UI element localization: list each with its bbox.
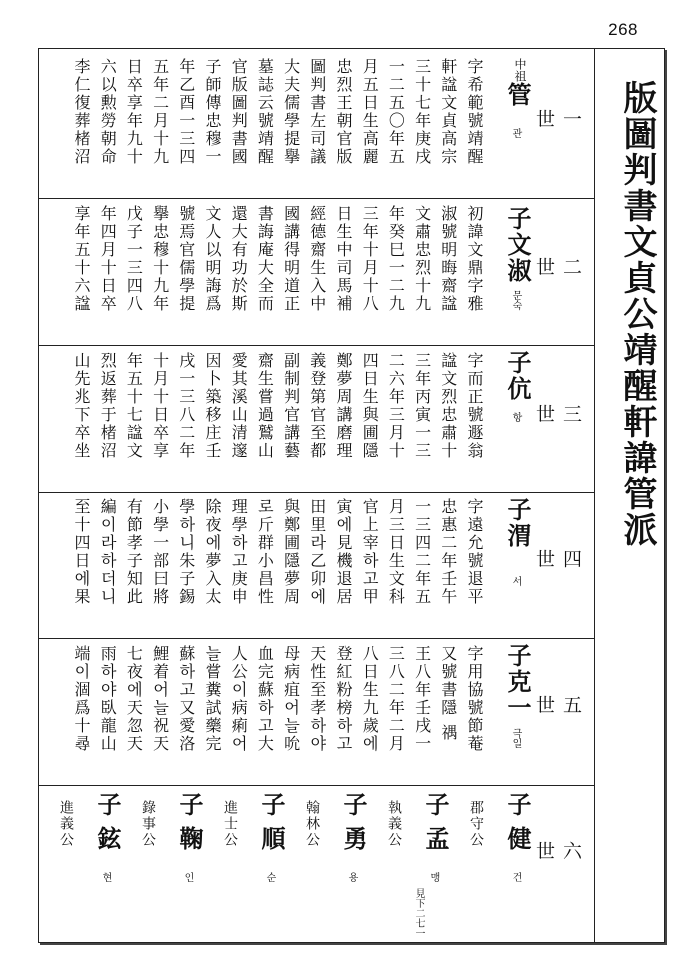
gen5-text-column: 王八年壬戌一 <box>412 645 432 753</box>
gen4-text-column: 學하니朱子錫 <box>176 498 196 606</box>
gen5-text-column: 七夜에天忽天 <box>124 645 144 753</box>
gen6-child-surname: 子 <box>257 792 286 818</box>
gen2-hangul: 문숙 <box>510 290 521 310</box>
gen6-child-title: 錄事公 <box>140 800 156 848</box>
gen3-text-column: 烈返葬于楮沼 <box>98 352 118 460</box>
gen6-child-title: 進士公 <box>222 800 238 848</box>
gen1-name: 管 <box>503 82 532 108</box>
gen1-text-column: 忠烈王朝官版 <box>334 58 353 166</box>
gen5-text-column: 端이涸爲十尋 <box>72 645 91 753</box>
gen5-text-column: 天性至孝하야 <box>307 645 327 753</box>
gen1-text-column: 圖判書左司議 <box>307 58 327 166</box>
gen5-hangul: 극일 <box>510 728 521 748</box>
gen1-text-column: 日卒享年九十 <box>124 58 144 166</box>
gen4-text-column: 一三四二年五 <box>412 498 432 606</box>
gen3-hangul: 항 <box>510 412 521 422</box>
gen3-text-column: 諡文烈忠肅十 <box>438 352 458 460</box>
gen3-text-column: 年五十七諡文 <box>124 352 144 460</box>
gen4-text-column: 除夜에夢入太 <box>203 498 222 606</box>
gen2-text-column: 擧忠穆十九年 <box>150 205 170 313</box>
row-divider <box>38 198 594 199</box>
gen6-child-name: 健 <box>503 826 532 852</box>
gen4-text-column: 로斤群小昌性 <box>255 498 275 606</box>
gen3-text-column: 四日生與圃隱 <box>360 352 380 460</box>
row-divider <box>38 638 594 639</box>
gen3-name: 子伉 <box>503 350 532 402</box>
gen1-text-column: 三十七年庚戌 <box>412 58 432 166</box>
gen6-child-surname: 子 <box>503 792 532 818</box>
gen4-text-column: 與鄭圃隱夢周 <box>281 498 301 606</box>
gen3-text-column: 齋生嘗過鷲山 <box>255 352 275 460</box>
gen6-child-hangul: 건 <box>510 872 521 882</box>
generation-label-4: 四 世 <box>533 548 582 592</box>
generation-label-3: 三 世 <box>533 403 582 447</box>
gen4-text-column: 字遠允號退平 <box>465 498 484 606</box>
gen5-text-column: 又號書隱 禑 <box>438 645 458 743</box>
gen6-child-name: 鞠 <box>175 826 204 852</box>
generation-label-6: 六 世 <box>533 840 582 884</box>
gen6-child-hangul: 현 <box>100 872 111 882</box>
gen6-child-title: 執義公 <box>386 800 402 848</box>
gen6-child-note: 見下二七一 <box>413 888 424 938</box>
gen4-hangul: 서 <box>510 576 521 586</box>
gen2-text-column: 日生中司馬補 <box>334 205 353 313</box>
gen5-text-column: 雨하야臥龍山 <box>98 645 118 753</box>
gen5-text-column: 三八二年二月 <box>386 645 406 753</box>
gen3-text-column: 鄭夢周講磨理 <box>334 352 353 460</box>
gen1-text-column: 官版圖判書國 <box>229 58 249 166</box>
gen6-child-surname: 子 <box>339 792 368 818</box>
generation-label-5: 五 世 <box>533 694 582 738</box>
gen5-text-column: 字用協號節菴 <box>465 645 484 753</box>
gen2-text-column: 書誨庵大全而 <box>255 205 275 313</box>
generation-label-2: 二 世 <box>533 256 582 300</box>
gen6-child-name: 鉉 <box>93 826 122 852</box>
gen2-text-column: 三年十月十八 <box>360 205 380 313</box>
gen2-text-column: 國講得明道正 <box>281 205 301 313</box>
gen2-text-column: 經德齋生入中 <box>307 205 327 313</box>
gen2-name: 子文淑 <box>503 206 532 284</box>
row-divider <box>38 492 594 493</box>
gen5-text-column: 蘇하고又愛洛 <box>176 645 196 753</box>
gen1-hangul: 관 <box>510 128 521 138</box>
gen3-text-column: 義登第官至都 <box>307 352 327 460</box>
gen4-text-column: 小學一部曰將 <box>150 498 170 606</box>
gen1-text-column: 軒諡文貞高宗 <box>438 58 458 166</box>
gen5-text-column: 鯉着어늘祝天 <box>150 645 170 753</box>
gen4-text-column: 官上宰하고甲 <box>360 498 380 606</box>
gen3-text-column: 愛其溪山清邃 <box>229 352 249 460</box>
gen1-text-column: 字希範號靖醒 <box>465 58 484 166</box>
gen1-text-column: 大夫儒學提擧 <box>281 58 301 166</box>
gen4-text-column: 編이라하더니 <box>98 498 118 606</box>
gen6-child-hangul: 인 <box>182 872 193 882</box>
gen1-text-column: 六以勲勞朝命 <box>98 58 118 166</box>
gen1-text-column: 年乙酉一三四 <box>176 58 196 166</box>
gen2-text-column: 戊子一三四八 <box>124 205 144 313</box>
gen5-text-column: 登紅粉榜하고 <box>334 645 353 753</box>
gen1-text-column: 子師傳忠穆一 <box>203 58 222 166</box>
gen2-text-column: 享年五十六諡 <box>72 205 91 313</box>
gen2-text-column: 年癸巳一二九 <box>386 205 406 313</box>
gen2-text-column: 文肅忠烈十九 <box>412 205 432 313</box>
gen6-child-hangul: 맹 <box>428 872 439 882</box>
gen1-text-column: 李仁復葬楮沼 <box>72 58 91 166</box>
gen5-name: 子克一 <box>503 643 532 721</box>
gen1-text-column: 一二五〇年五 <box>386 58 406 166</box>
gen6-child-surname: 子 <box>421 792 450 818</box>
gen2-text-column: 還大有功於斯 <box>229 205 249 313</box>
gen4-text-column: 田里라乙卯에 <box>307 498 327 606</box>
gen5-text-column: 人公이病痢어 <box>229 645 249 753</box>
gen6-child-title: 進義公 <box>58 800 74 848</box>
gen6-child-hangul: 용 <box>346 872 357 882</box>
row-divider <box>38 345 594 346</box>
gen3-text-column: 因卜築移庄壬 <box>203 352 222 460</box>
gen6-child-name: 順 <box>257 826 286 852</box>
gen6-child-title: 翰林公 <box>304 800 320 848</box>
gen6-child-surname: 子 <box>93 792 122 818</box>
gen4-text-column: 月三日生文科 <box>386 498 406 606</box>
gen1-text-column: 墓誌云號靖醒 <box>255 58 275 166</box>
gen2-text-column: 號焉官儒學提 <box>176 205 196 313</box>
gen1-prefix: 中祖 <box>513 58 527 82</box>
gen5-text-column: 母病疽어늘吮 <box>281 645 301 753</box>
gen2-text-column: 年四月十日卒 <box>98 205 118 313</box>
gen2-text-column: 文人以明誨爲 <box>203 205 222 313</box>
gen4-text-column: 忠惠二年壬午 <box>438 498 458 606</box>
gen3-text-column: 二六年三月十 <box>386 352 406 460</box>
gen4-text-column: 寅에見機退居 <box>334 498 353 606</box>
gen2-text-column: 初諱文鼎字雅 <box>465 205 484 313</box>
page-number: 268 <box>608 20 638 39</box>
gen4-text-column: 有節孝子知此 <box>124 498 144 606</box>
gen4-text-column: 理學하고庚申 <box>229 498 249 606</box>
gen3-text-column: 三年丙寅一三 <box>412 352 432 460</box>
generation-label-1: 一 世 <box>533 108 582 152</box>
gen6-child-hangul: 순 <box>264 872 275 882</box>
gen3-text-column: 十月十日卒享 <box>150 352 170 460</box>
gen4-text-column: 至十四日에果 <box>72 498 91 606</box>
gen3-text-column: 字而正號遯翁 <box>465 352 484 460</box>
page-title: 版圖判書文貞公靖醒軒諱管派 <box>617 80 657 548</box>
gen5-text-column: 血完蘇하고大 <box>255 645 275 753</box>
gen3-text-column: 山先兆下卒坐 <box>72 352 91 460</box>
gen6-child-title: 郡守公 <box>468 800 484 848</box>
gen6-child-surname: 子 <box>175 792 204 818</box>
gen3-text-column: 副制判官講藝 <box>281 352 301 460</box>
gen5-text-column: 늘嘗糞試藥完 <box>203 645 222 753</box>
gen6-child-name: 勇 <box>339 826 368 852</box>
gen1-text-column: 五年二月十九 <box>150 58 170 166</box>
gen6-child-name: 孟 <box>421 826 450 852</box>
gen2-text-column: 淑號明晦齋諡 <box>438 205 458 313</box>
gen4-name: 子渭 <box>503 497 532 549</box>
row-divider <box>38 785 594 786</box>
gen3-text-column: 戌一三八二年 <box>176 352 196 460</box>
gen1-text-column: 月五日生高麗 <box>360 58 380 166</box>
gen5-text-column: 八日生九歲에 <box>360 645 380 753</box>
